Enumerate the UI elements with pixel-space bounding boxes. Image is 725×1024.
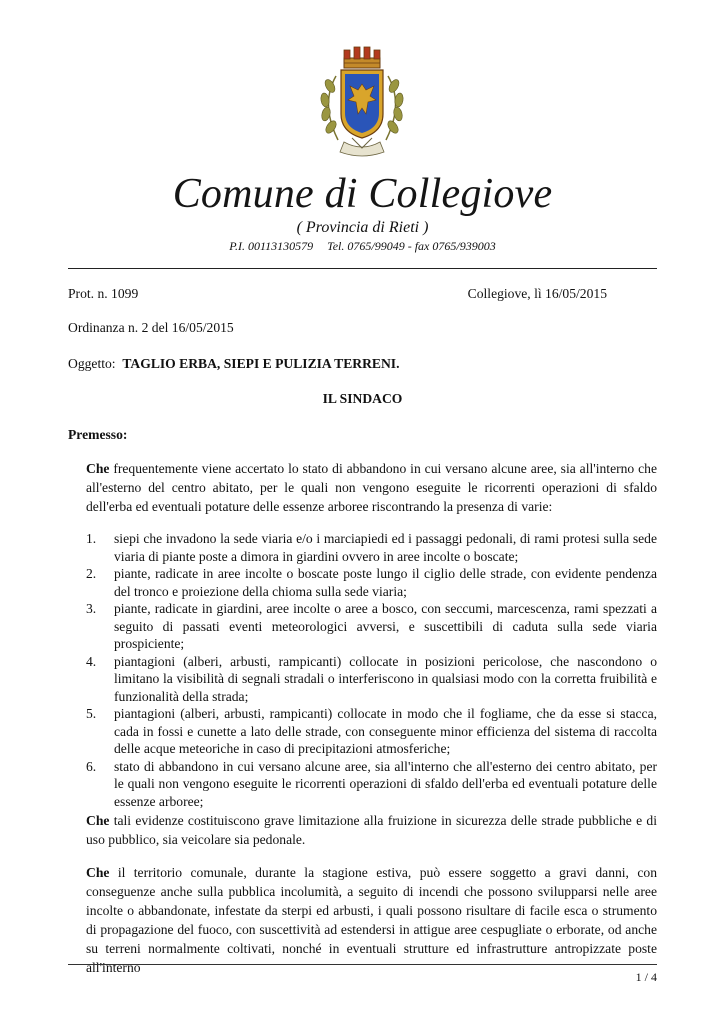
premise-list <box>86 530 657 810</box>
paragraph-3-text: il territorio comunale, durante la stagione estiva, può essere soggetto a gravi danni, con conseguenze anche sulla pubblica incolumità, a seguito di incendi che possono svilupparsi nelle aree incolte o abbandonate, infestate da sterpi ed arbusti, i quali possono risultare di facile esca o strumento di propagazione del fuoco, con suscettività ad estendersi in attigue aree cespugliate o erborate, od anche su terreni normalmente coltivati, nonché in eventuali strutture ed infrastrutture antropizzate poste all'interno <box>86 865 657 975</box>
footer-divider <box>68 964 657 965</box>
page-number: 1 / 4 <box>635 970 657 984</box>
list-item <box>86 705 657 758</box>
phone-fax: Tel. 0765/99049 - fax 0765/939003 <box>327 239 496 253</box>
place-date: Collegiove, lì 16/05/2015 <box>467 286 607 301</box>
list-item-text: piante, radicate in giardini, aree incolte o aree a bosco, con seccumi, marcescenza, rami spezzati a seguito di passati eventi meteorologici avversi, e suscettibili di caduta sulla sede viaria prospiciente; <box>114 601 657 651</box>
paragraph-1-keyword: Che <box>86 461 110 476</box>
ordinance-number: Ordinanza n. 2 del 16/05/2015 <box>68 320 234 335</box>
list-item-number: 2. <box>86 566 97 581</box>
paragraph-3-keyword: Che <box>86 865 110 880</box>
list-item-number: 5. <box>86 706 97 721</box>
municipal-crest-icon <box>314 44 410 160</box>
shield-icon <box>341 70 383 138</box>
premise-heading: Premesso: <box>68 427 128 442</box>
list-item-number: 4. <box>86 653 97 669</box>
list-item <box>86 530 657 565</box>
paragraph-1-text: frequentemente viene accertato lo stato di abbandono in cui versano alcune aree, sia all'interno che all'esterno del centro abitato, per le quali non vengono eseguite le ricorrenti operazioni di sfaldo dell'erba ed eventuali potature delle essenze arboree riscontrando la presenza di varie: <box>86 461 657 514</box>
list-item-text: siepi che invadono la sede viaria e/o i marciapiedi ed i passaggi pedonali, di rami protesi sulla sede viaria di piante poste a dimora in giardini ovvero in aree incolte o boscate; <box>114 531 657 564</box>
municipality-title: Comune di Collegiove <box>172 171 553 217</box>
ribbon-icon <box>340 138 384 156</box>
paragraph-2-text: tali evidenze costituiscono grave limitazione alla fruizione in sicurezza delle strade pubbliche e di uso pubblico, sia veicolare sia pedonale. <box>86 813 657 847</box>
list-item-number: 1. <box>86 531 97 546</box>
list-item-text: piantagioni (alberi, arbusti, rampicanti) collocate in posizioni pericolose, che nascondono o limitano la visibilità di segnali stradali o interferiscono in qualsiasi modo con la corretta fruibilità e funzionalità della strada; <box>114 653 657 704</box>
list-item-number: 6. <box>86 758 97 774</box>
list-item <box>86 653 657 706</box>
crown-icon <box>344 47 380 68</box>
paragraph-2 <box>86 811 657 849</box>
list-item-text: piante, radicate in aree incolte o boscate poste lungo il ciglio delle strade, con evidente pendenza del tronco e proiezione della chioma sulla sede viaria; <box>114 566 657 599</box>
paragraph-1 <box>86 459 657 516</box>
contact-line <box>0 239 725 254</box>
list-item-text: piantagioni (alberi, arbusti, rampicanti) collocate in modo che il fogliame, che da esse si stacca, cada in fossi e cunette a lato delle strade, con conseguente minor efficienza del sistema di raccolta delle acque meteoriche in caso di precipitazioni atmosferiche; <box>114 706 657 756</box>
list-item <box>86 758 657 811</box>
header-divider <box>68 268 657 269</box>
vat-number: P.I. 00113130579 <box>229 239 314 253</box>
subject-row <box>68 356 657 372</box>
authority-heading: IL SINDACO <box>322 391 403 406</box>
list-item <box>86 600 657 653</box>
list-item <box>86 565 657 600</box>
list-item-text: stato di abbandono in cui versano alcune aree, sia all'interno che all'esterno dei centro abitato, per le quali non vengono eseguite le ricorrenti operazioni di sfaldo dell'erba ed eventuali potature delle essenze arboree; <box>114 758 657 809</box>
subject-label: Oggetto: <box>68 356 116 371</box>
list-item-number: 3. <box>86 601 97 616</box>
protocol-row <box>68 286 657 302</box>
paragraph-3 <box>86 863 657 977</box>
province-subtitle: ( Provincia di Rieti ) <box>296 219 429 236</box>
paragraph-2-keyword: Che <box>86 813 110 828</box>
protocol-number: Prot. n. 1099 <box>68 286 139 301</box>
subject-value: TAGLIO ERBA, SIEPI E PULIZIA TERRENI. <box>122 356 400 371</box>
